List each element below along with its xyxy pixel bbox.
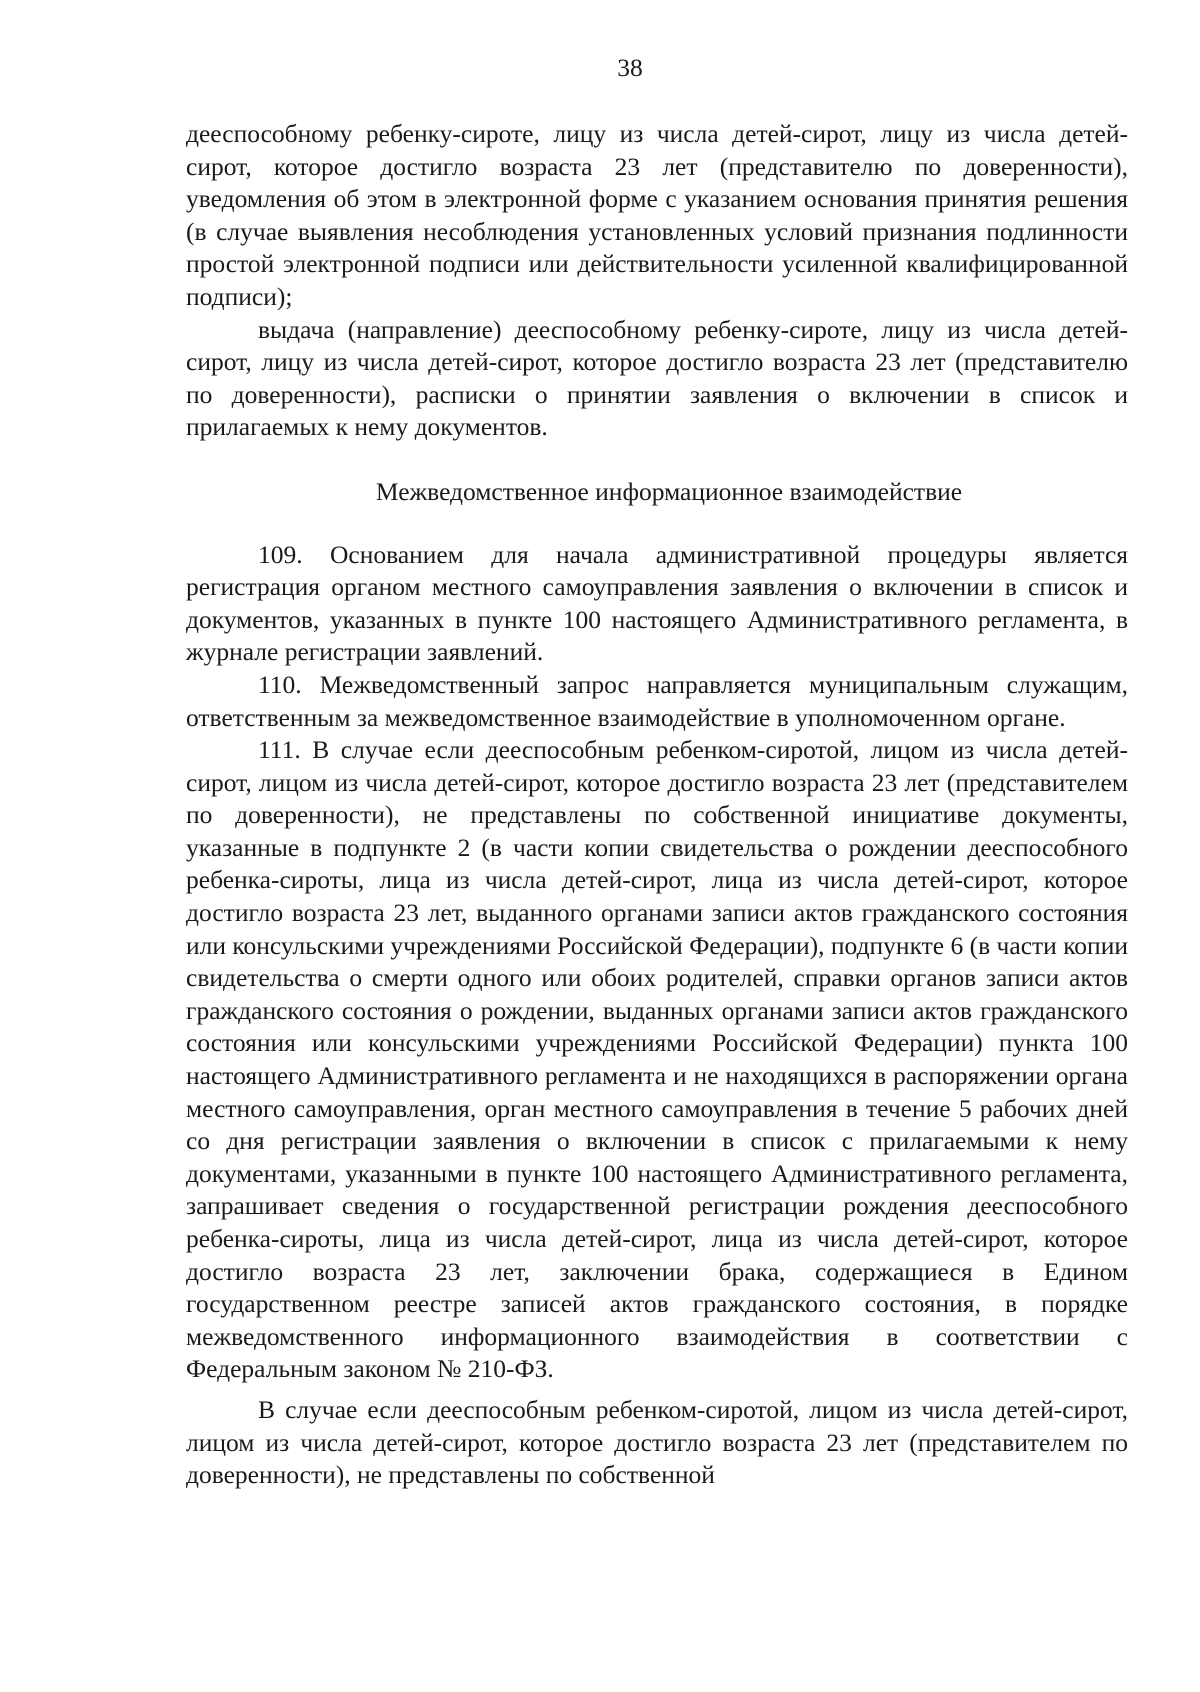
- paragraph-111-continued: В случае если дееспособным ребенком-сиротой, лицом из числа детей-сирот, лицом из числа детей-сирот, которое достигло возраста 23 лет (представителем по доверенности), не представлены по собственной: [186, 1394, 1128, 1490]
- paragraph-111: 111. В случае если дееспособным ребенком-сиротой, лицом из числа детей-сирот, лицом из числа детей-сирот, которое достигло возраста 23 лет (представителем по доверенности), не представлены по собственной инициативе документы, указанные в подпункте 2 (в части копии свидетельства о рождении дееспособного ребенка-сироты, лица из числа детей-сирот, лица из числа детей-сирот, которое достигло возраста 23 лет, выданного органами записи актов гражданского состояния или консульскими учреждениями Российской Федерации), подпункте 6 (в части копии свидетельства о смерти одного или обоих родителей, справки органов записи актов гражданского состояния о рождении, выданных органами записи актов гражданского состояния или консульскими учреждениями Российской Федерации) пункта 100 настоящего Административного регламента и не находящихся в распоряжении органа местного самоуправления, орган местного самоуправления в течение 5 рабочих дней со дня регистрации заявления о включении в список с прилагаемыми к нему документами, указанными в пункте 100 настоящего Административного регламента, запрашивает сведения о государственной регистрации рождения дееспособного ребенка-сироты, лица из числа детей-сирот, лица из числа детей-сирот, которое достигло возраста 23 лет, заключении брака, содержащиеся в Едином государственном реестре записей актов гражданского состояния, в порядке межведомственного информационного взаимодействия в соответствии с Федеральным законом № 210-ФЗ.: [186, 735, 1128, 1384]
- spacer: [186, 1386, 1128, 1394]
- paragraph-issuance: выдача (направление) дееспособному ребенку-сироте, лицу из числа детей-сирот, лицу из числа детей-сирот, которое достигло возраста 23 лет (представителю по доверенности), расписки о принятии заявления о включении в список и прилагаемых к нему документов.: [186, 314, 1128, 442]
- page-number: 38: [617, 53, 643, 82]
- document-body: [186, 118, 1128, 1492]
- paragraph-continuation: дееспособному ребенку-сироте, лицу из числа детей-сирот, лицу из числа детей-сирот, которое достигло возраста 23 лет (представителю по доверенности), уведомления об этом в электронной форме с указанием основания принятия решения (в случае выявления несоблюдения установленных условий признания подлинности простой электронной подписи или действительности усиленной квалифицированной подписи);: [186, 119, 1128, 311]
- spacer: [186, 444, 1128, 476]
- section-heading: Межведомственное информационное взаимодействие: [375, 476, 963, 506]
- paragraph-109: 109. Основанием для начала административной процедуры является регистрация органом местного самоуправления заявления о включении в список и документов, указанных в пункте 100 настоящего Административного регламента, в журнале регистрации заявлений.: [186, 539, 1128, 667]
- spacer: [186, 509, 1128, 539]
- paragraph-110: 110. Межведомственный запрос направляется муниципальным служащим, ответственным за межведомственное взаимодействие в уполномоченном органе.: [186, 669, 1128, 732]
